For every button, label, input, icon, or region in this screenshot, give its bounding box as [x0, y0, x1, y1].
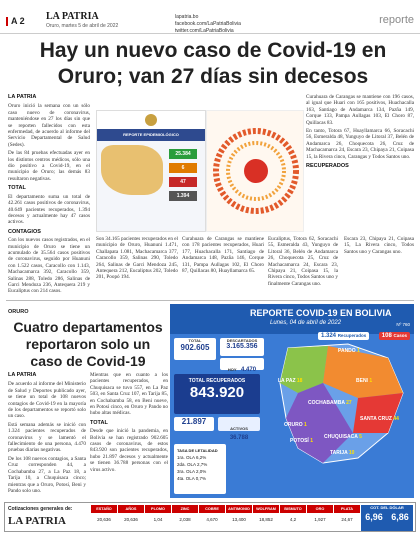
- dept-santa-cruz: SANTA CRUZ 44: [360, 416, 399, 422]
- ticker-cell: COBRE 4,670: [199, 505, 225, 531]
- ticker-cell: ORO 1,927: [307, 505, 333, 531]
- bolivia-department-map: [268, 333, 410, 468]
- stat-fallecidos: 21.897: [174, 417, 214, 431]
- story1-column-3: Curahuara de Carangas se mantiene con 178 pacientes recuperados, Huari 177, Huachacalla 171, Santiago de Andamarca 148, Pazña 146, Corque 131, Pampa Aullagas 102, El Choro 87, Quillacas 80, Huayllamarca 65.: [182, 236, 264, 275]
- stat-descartados: DESCARTADOS 3.165.356: [220, 338, 264, 356]
- ticker-cell: BISMUTO 4,2: [280, 505, 306, 531]
- municipality-bubble-chart: [206, 110, 304, 232]
- story1-column-2: Son 34.165 pacientes recuperados en el municipio de Oruro, Huanuni 1.471, Challapata 1.081, Machacamarca 377, Caracollo 359, Salinas 290, Toledo 264, Salinas de Garci Mendoza 245, Antequera 212, Eucaliptus 202, Toledo 201, Poopó 194.: [96, 236, 178, 281]
- ticker-logo: LA PATRIA: [8, 515, 66, 527]
- stat-hoy: HOY 4.470: [220, 358, 264, 370]
- page-header: [0, 0, 420, 34]
- dept-oruro: ORURO 1: [284, 422, 307, 428]
- dateline: Oruro, martes 5 de abril de 2022: [46, 23, 119, 29]
- stat-recuperados: TOTAL RECUPERADOS 843.920: [174, 374, 260, 414]
- page-number: A 2: [6, 16, 25, 26]
- ticker-cell: AÑOS 20,636: [118, 505, 144, 531]
- lethality-rates: TASA DE LETALIDAD 1ra. OLA 6,2% 2da. OLA 2,7% 3ra. OLA 2,0% 4ta. OLA 0,7%: [174, 444, 226, 494]
- story2-headline: Cuatro departamentos reportaron solo un caso de Covid-19: [13, 319, 163, 369]
- stat-total: TOTAL 902.605: [174, 338, 216, 360]
- commodity-ticker: Cotizaciones generales de: LA PATRIA ESTAÑO 20,636 AÑOS 20,636 PLOMO 1,04 ZINC 2,038 COBRE 4,670 ANTIMONIO 13,400 WOLFRAM 18,852 BISMUTO 4,2 ORO 1,927 PLATA 24,67 COT. DEL DÓLAR 6,96 6,86: [4, 502, 416, 532]
- dept-la-paz: LA PAZ 18: [278, 378, 303, 384]
- recuperados-hoy-badge: 1.324 Recuperados: [318, 332, 369, 340]
- story2-column-1: LA PATRIA De acuerdo al informe del Ministerio de Salud y Deportes publicado ayer, se tiene un total de 108 nuevos contagios de Covid-19 en la mayoría de los departamentos se reportó solo un caso. Está semana además se inició con 1.324 pacientes recuperados de coronavirus y se lamentó el fallecimiento de una persona, 4.470 pruebas diarias negativas. De los 108 nuevos contagios, a Santa Cruz corresponden 44, a Cochabamba 27, a La Paz 18, a Tarija 10, a Chuquisaca cinco; mientras que a Oruro, Potosí, Beni y Pando solo uno.: [8, 372, 86, 494]
- story1-column-4: Eucaliptus, Totora 62, Soracachi 55, Esmeralda 43, Yunguyo de Litoral 36, Belén de Andamarca 26, Choquecota 25, Cruz de Machacamarca 24, Escara 23, Chipaya 21, Coipasa 15, la Rivera cinco, Todos Santos uno y finalmente Carangas uno.: [268, 236, 338, 287]
- ticker-cell: ESTAÑO 20,636: [91, 505, 117, 531]
- oruro-map: [101, 145, 163, 195]
- report-header: REPORTE COVID-19 EN BOLIVIA Lunes, 04 de abril de 2022 Nº 760: [170, 304, 414, 334]
- stat-activos: ACTIVOS 36.788: [218, 417, 260, 431]
- epidemiological-infographic: REPORTE EPIDEMIOLÓGICO 25.384 6 47 1.394: [96, 110, 206, 232]
- ticker-cell: ZINC 2,038: [172, 505, 198, 531]
- story2-column-2: Mientras que en cuanto a los pacientes recuperados, en Chuquisaca se tuvo 557, en La Paz 503, en Santa Cruz 107, en Tarija 85, en Cochabamba 58, en Beni nueve, en Potosí cinco, en Oruro y Pando no hubo altas médicas. TOTAL Desde que inició la pandemia, en Bolivia se han registrado 902.605 casos de coronavirus, de estos 843.920 son pacientes recuperados, hubo 21.897 decesos y actualmente se tienen 36.788 personas con el virus activo.: [90, 372, 168, 473]
- casos-hoy-badge: 108 Casos: [379, 332, 410, 340]
- section-label: reporte: [379, 14, 414, 26]
- dept-tarija: TARIJA 10: [330, 450, 355, 456]
- main-headline: Hay un nuevo caso de Covid-19 en Oruro; van 27 días sin decesos: [39, 39, 387, 88]
- section-divider: [6, 300, 414, 301]
- ticker-cell: PLATA 24,67: [334, 505, 360, 531]
- dept-potosi: POTOSÍ 1: [290, 438, 313, 444]
- dept-pando: PANDO 1: [338, 348, 360, 354]
- story1-column-6: Escara 23, Chipaya 21, Coipasa 15, La Rivera cinco, Todos Santos uno y Carangas uno.: [344, 236, 414, 255]
- ticker-cell: ANTIMONIO 13,400: [226, 505, 252, 531]
- newspaper-logo: LA PATRIA: [46, 11, 99, 22]
- bolivia-covid-report: [170, 304, 414, 498]
- ticker-cell: PLOMO 1,04: [145, 505, 171, 531]
- dollar-rate: COT. DEL DÓLAR 6,96 6,86: [361, 505, 413, 531]
- social-links: lapatria.bo facebook.com/LaPatriaBolivia twitter.com/LaPatriaBolivia: [175, 14, 241, 34]
- dept-chuquisaca: CHUQUISACA 5: [324, 434, 362, 440]
- dept-cochabamba: COCHABAMBA 27: [308, 400, 352, 406]
- story2-location-tag: ORURO: [8, 309, 29, 315]
- ticker-cell: WOLFRAM 18,852: [253, 505, 279, 531]
- bolivia-seal-icon: [145, 114, 157, 126]
- dept-beni: BENI 1: [356, 378, 373, 384]
- story1-column-1: LA PATRIA Oruro inició la semana con un sólo caso nuevo de coronavirus, manteniéndose en 27 los días sin que se reporten fallecidos con esta enfermedad, de acuerdo al informe del Servicio Departamental de Salud (Sedes). De las 84 pruebas efectuadas ayer en los distintos centros médicos, sólo una dio positivo a Covid-19, en el municipio de Oruro; las demás 83 resultaron negativas. TOTAL El departamento suma un total de 42.261 casos positivos de coronavirus, 40.649 pacientes recuperados, 1.394 decesos y actualmente hay 47 casos activos. CONTAGIOS Con los nuevos casos registrados, en el municipio de Oruro se tiene un acumulado de 35.564 casos positivos de coronavirus, seguido por Huanuni con 1.522 casos, Caracollo con 1.143, Machacamarca 392, Caracollo 359, Salinas 288, Toledo 286, Salinas de Garci Mendoza 236, Antequera 219 y Eucaliptus con 214 casos.: [8, 94, 90, 295]
- story1-column-5: Curahuara de Carangas se mantiene con 196 casos, al igual que Huari con 165 positivos, Huachacalla 163, Santiago de Andamarca 134, Pazña 149, Corque 133, Pampa Aullagas 103, El Choro 87, Quillacas 83. En tanto, Totora 67, Huayllamarca 66, Soracachi 56, Esmeralda 48, Yunguyo de Litoral 37, Belén de Andamarca 26, Choquecota 26, Cruz de Machacamarca 24, Escara 23, Chipaya 21, Coipasa 15, la Rivera cinco, Carangas y Todos Santos uno. RECUPERADOS: [306, 94, 414, 170]
